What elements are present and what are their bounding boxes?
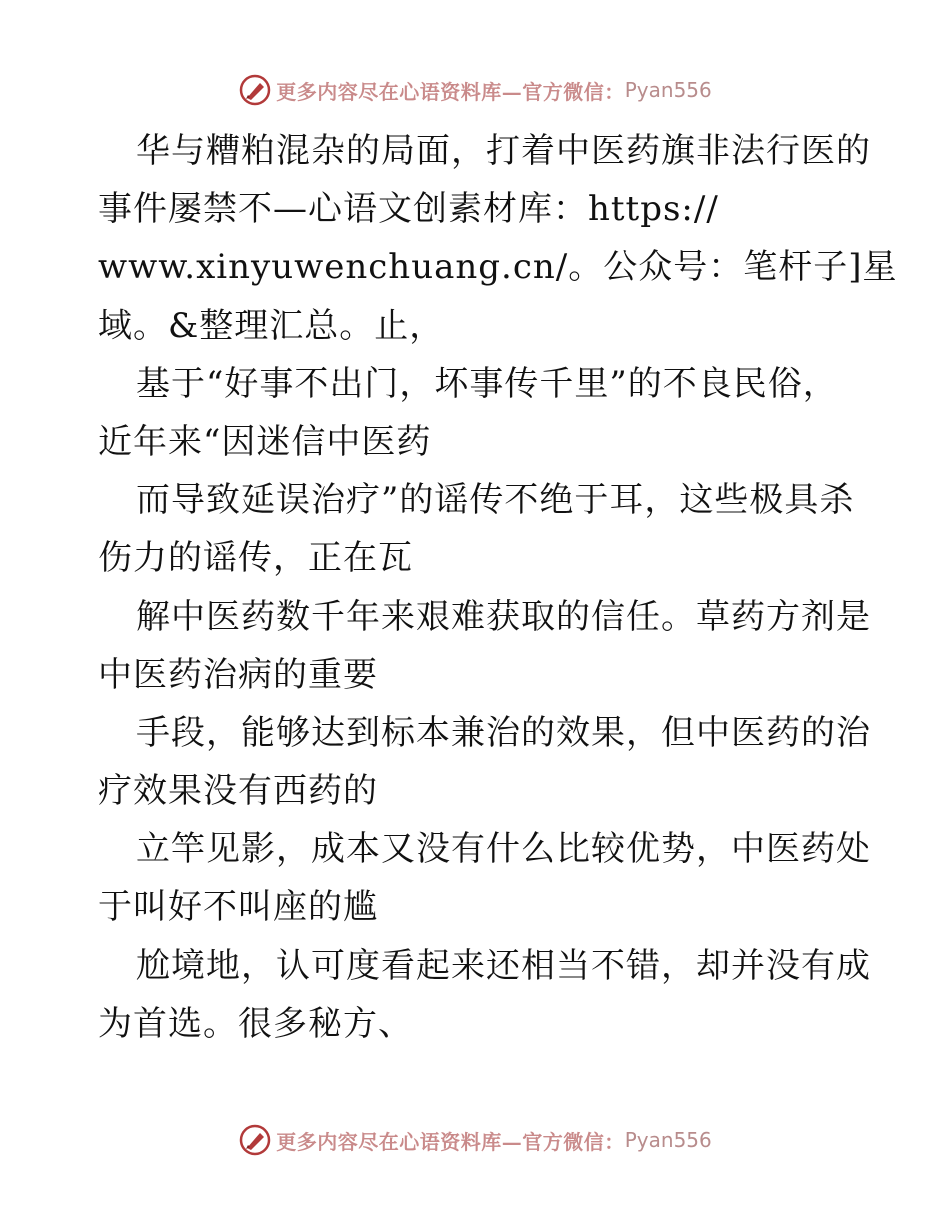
text-line: 而导致延误治疗”的谣传不绝于耳，这些极具杀 xyxy=(136,480,855,521)
pen-nib-logo-icon xyxy=(238,73,272,107)
text-line: 手段，能够达到标本兼治的效果，但中医药的治 xyxy=(136,712,871,753)
text-line: 域。&整理汇总。止， xyxy=(98,305,445,346)
text-line: 基于“好事不出门，坏事传千里”的不良民俗， xyxy=(136,363,838,404)
text-line: 华与糟粕混杂的局面，打着中医药旗非法行医的 xyxy=(136,131,871,171)
text-line: 为首选。很多秘方、 xyxy=(98,1003,413,1044)
footer-wechat-id: Pyan556 xyxy=(624,1128,712,1152)
text-line: 于叫好不叫座的尴 xyxy=(98,887,378,928)
text-line: 解中医药数千年来艰难获取的信任。草药方剂是 xyxy=(136,596,871,637)
text-line: 事件屡禁不—心语文创素材库：https:// xyxy=(98,189,719,230)
text-line: www.xinyuwenchuang.cn/。公众号：笔杆子]星 xyxy=(98,247,898,288)
footer-banner xyxy=(0,1120,950,1160)
text-line: 中医药治病的重要 xyxy=(98,654,378,695)
pen-nib-logo-icon xyxy=(238,1123,272,1157)
text-line: 伤力的谣传，正在瓦 xyxy=(98,538,413,579)
header-banner-text: 更多内容尽在心语资料库—官方微信： xyxy=(276,79,625,104)
document-body xyxy=(98,122,898,1053)
text-line: 疗效果没有西药的 xyxy=(98,771,378,812)
header-wechat-id: Pyan556 xyxy=(624,78,712,102)
text-line: 近年来“因迷信中医药 xyxy=(98,421,432,462)
text-line: 立竿见影，成本又没有什么比较优势，中医药处 xyxy=(136,829,871,870)
footer-banner-text: 更多内容尽在心语资料库—官方微信： xyxy=(276,1129,625,1154)
header-banner xyxy=(0,70,950,110)
text-line: 尬境地，认可度看起来还相当不错，却并没有成 xyxy=(136,945,871,986)
